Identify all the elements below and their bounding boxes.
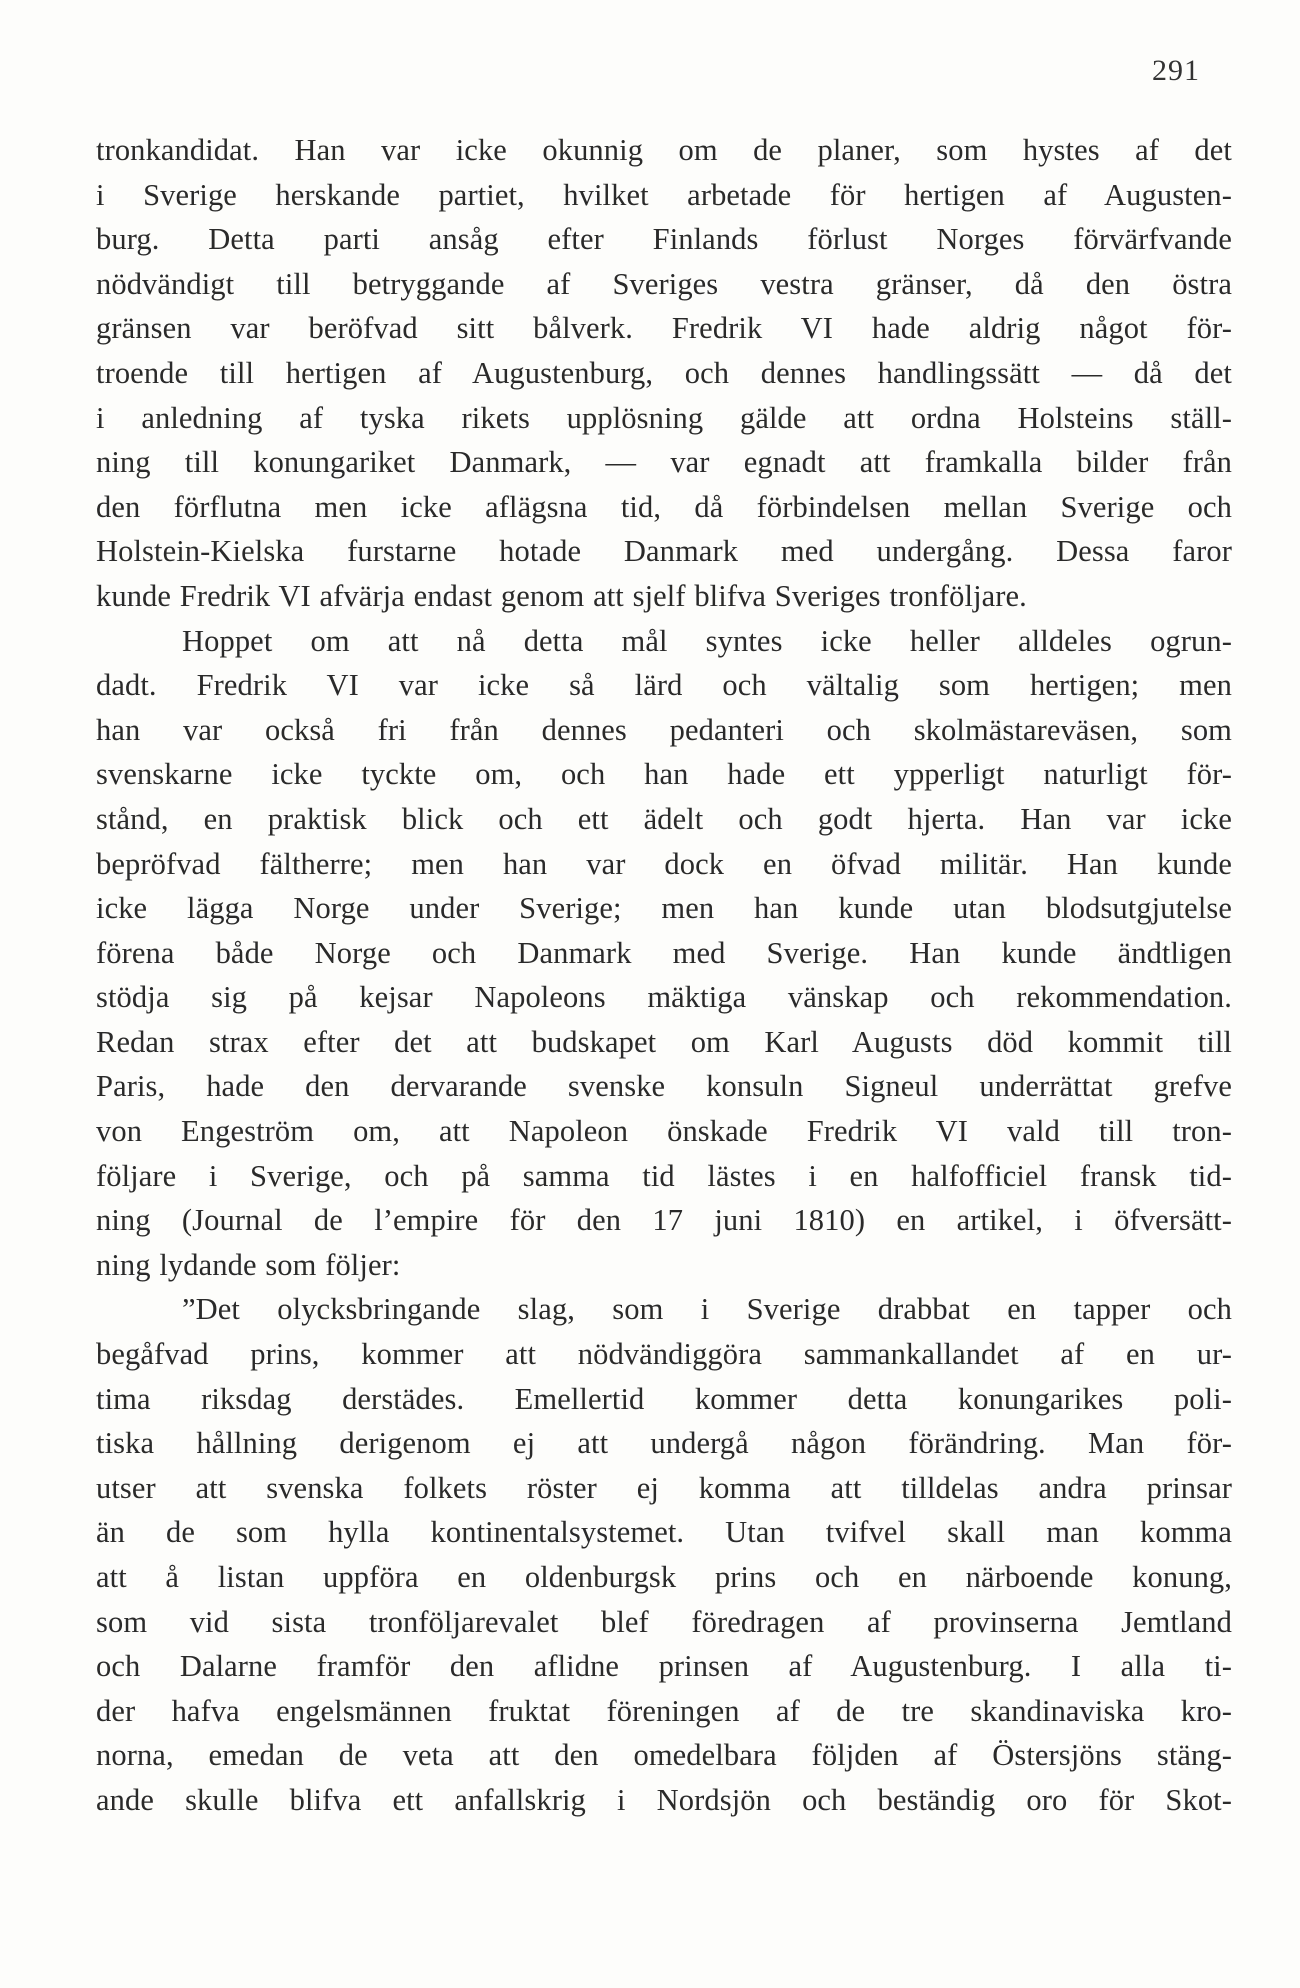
- text-line: än de som hylla kontinentalsystemet. Utan tvifvel skall man komma: [96, 1515, 1232, 1550]
- text-line: och Dalarne framför den aflidne prinsen af Augustenburg. I alla ti-: [96, 1649, 1232, 1684]
- text-line: följare i Sverige, och på samma tid lästes i en halfofficiel fransk tid-: [96, 1158, 1232, 1193]
- text-line: tiska hållning derigenom ej att undergå någon förändring. Man för-: [96, 1426, 1232, 1461]
- page-number: 291: [1152, 54, 1200, 87]
- text-line: kunde Fredrik VI afvärja endast genom att sjelf blifva Sveriges tronföljare.: [96, 578, 1027, 613]
- text-line: troende till hertigen af Augustenburg, och dennes handlingssätt — då det: [96, 355, 1232, 390]
- text-line: som vid sista tronföljarevalet blef föredragen af provinserna Jemtland: [96, 1604, 1232, 1639]
- text-line: att å listan uppföra en oldenburgsk prins och en närboende konung,: [96, 1560, 1232, 1594]
- text-line: Holstein-Kielska furstarne hotade Danmark med undergång. Dessa faror: [96, 534, 1232, 569]
- text-line: tronkandidat. Han var icke okunnig om de planer, som hystes af det: [96, 133, 1232, 167]
- text-line: svenskarne icke tyckte om, och han hade ett ypperligt naturligt för-: [96, 757, 1232, 792]
- text-line: Hoppet om att nå detta mål syntes icke heller alldeles ogrun-: [182, 623, 1232, 658]
- text-line: ning till konungariket Danmark, — var egnadt att framkalla bilder från: [96, 445, 1232, 480]
- body-text: [96, 128, 1232, 1823]
- text-line: begåfvad prins, kommer att nödvändiggöra sammankallandet af en ur-: [96, 1337, 1232, 1372]
- text-line: tima riksdag derstädes. Emellertid kommer detta konungarikes poli-: [96, 1381, 1232, 1416]
- text-line: Redan strax efter det att budskapet om Karl Augusts död kommit till: [96, 1024, 1232, 1059]
- text-line: von Engeström om, att Napoleon önskade Fredrik VI vald till tron-: [96, 1114, 1232, 1149]
- text-line: icke lägga Norge under Sverige; men han kunde utan blodsutgjutelse: [96, 891, 1232, 926]
- text-line: ning (Journal de l’empire för den 17 juni 1810) en artikel, i öfversätt-: [96, 1203, 1232, 1238]
- text-line: Paris, hade den dervarande svenske konsuln Signeul underrättat grefve: [96, 1069, 1232, 1104]
- text-line: der hafva engelsmännen fruktat föreningen af de tre skandinaviska kro-: [96, 1693, 1232, 1728]
- text-line: bepröfvad fältherre; men han var dock en öfvad militär. Han kunde: [96, 846, 1232, 881]
- text-line: ning lydande som följer:: [96, 1247, 401, 1282]
- text-line: stånd, en praktisk blick och ett ädelt och godt hjerta. Han var icke: [96, 801, 1232, 836]
- text-line: han var också fri från dennes pedanteri och skolmästareväsen, som: [96, 712, 1232, 747]
- text-line: den förflutna men icke aflägsna tid, då förbindelsen mellan Sverige och: [96, 489, 1232, 524]
- text-line: utser att svenska folkets röster ej komma att tilldelas andra prinsar: [96, 1470, 1232, 1505]
- text-line: nödvändigt till betryggande af Sveriges vestra gränser, då den östra: [96, 266, 1232, 301]
- text-line: dadt. Fredrik VI var icke så lärd och vältalig som hertigen; men: [96, 668, 1232, 703]
- text-line: i anledning af tyska rikets upplösning gälde att ordna Holsteins ställ-: [96, 400, 1232, 435]
- text-line: norna, emedan de veta att den omedelbara följden af Östersjöns stäng-: [96, 1738, 1232, 1773]
- text-line: i Sverige herskande partiet, hvilket arbetade för hertigen af Augusten-: [96, 177, 1232, 212]
- text-line: ”Det olycksbringande slag, som i Sverige drabbat en tapper och: [182, 1292, 1232, 1327]
- text-line: ande skulle blifva ett anfallskrig i Nordsjön och beständig oro för Skot-: [96, 1782, 1232, 1817]
- text-line: burg. Detta parti ansåg efter Finlands förlust Norges förvärfvande: [96, 222, 1232, 257]
- text-line: förena både Norge och Danmark med Sverige. Han kunde ändtligen: [96, 935, 1232, 970]
- text-line: stödja sig på kejsar Napoleons mäktiga vänskap och rekommendation.: [96, 980, 1232, 1015]
- text-line: gränsen var beröfvad sitt bålverk. Fredrik VI hade aldrig något för-: [96, 311, 1232, 346]
